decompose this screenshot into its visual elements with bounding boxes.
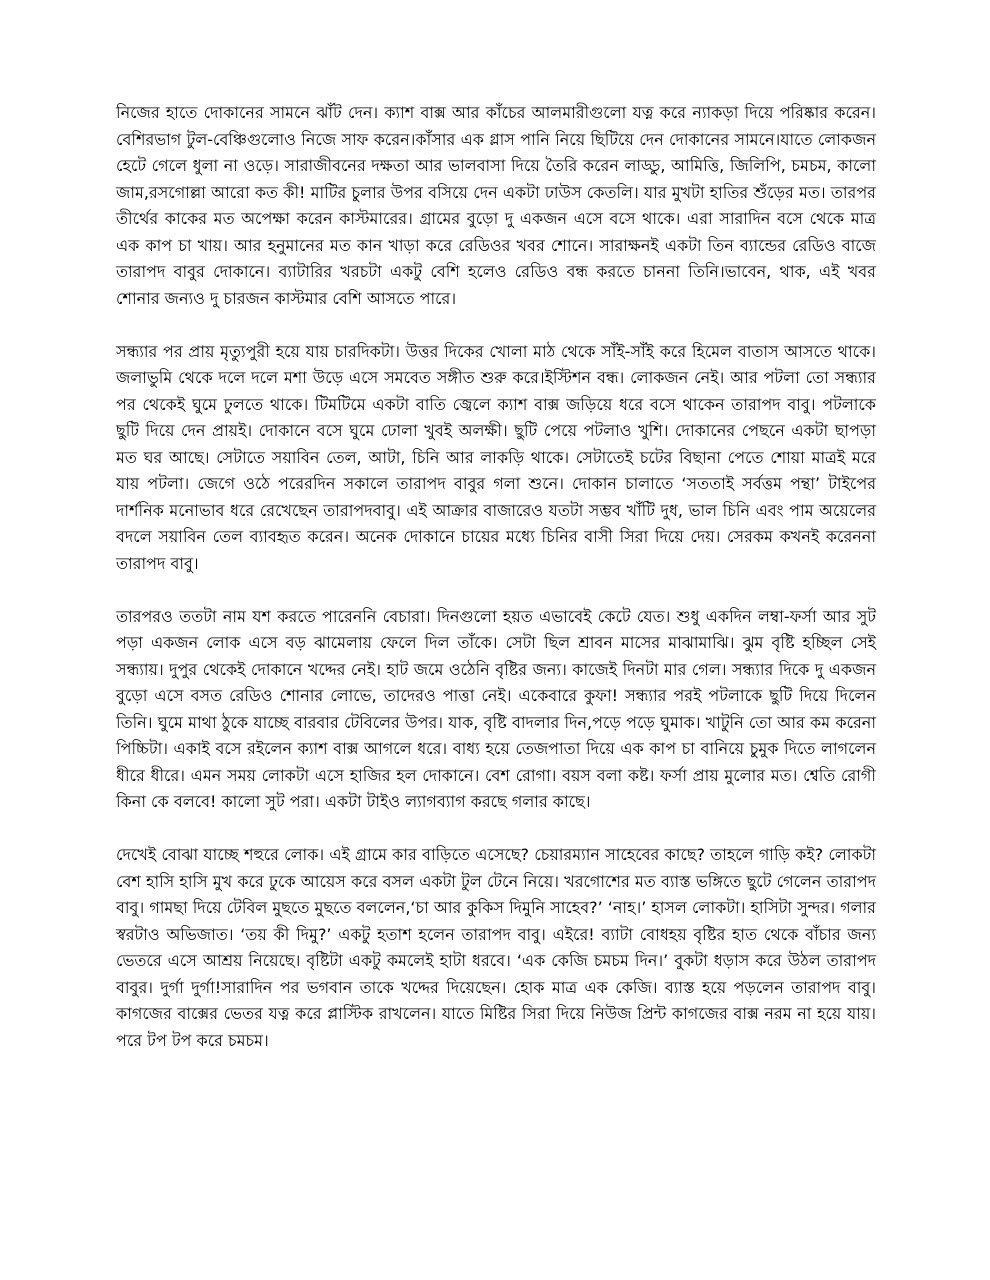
paragraph-2: সন্ধ্যার পর প্রায় মৃত্যুপুরী হয়ে যায় চারদিকটা। উত্তর দিকের খোলা মাঠ থেকে সাঁই-সাঁই করে হিমেল বাতাস আসতে থাকে। জলাভুমি থেকে দলে দলে মশা উড়ে এসে সমবেত সঙ্গীত শুরু করে।ইস্টিশন বন্ধ। লোকজন নেই। আর পটলা তো সন্ধ্যার পর থেকেই ঘুমে ঢুলতে থাকে। টিমটিমে একটা বাতি জ্বেলে ক্যাশ বাক্স জড়িয়ে ধরে বসে থাকেন তারাপদ বাবু। পটলাকে ছুটি দিয়ে দেন প্রায়ই। দোকানে বসে ঘুমে ঢোলা খুবই অলক্ষী। ছুটি পেয়ে পটলাও খুশি। দোকানের পেছনে একটা ছাপড়া মত ঘর আছে। সেটাতে সয়াবিন তেল, আটা, চিনি আর লাকড়ি থাকে। সেটাতেই চটের বিছানা পেতে শোয়া মাত্রই মরে যায় পটলা। জেগে ওঠে পরেরদিন সকালে তারাপদ বাবুর গলা শুনে। দোকান চালাতে ‘সততাই সর্বত্তম পন্থা’ টাইপের দার্শনিক মনোভাব ধরে রেখেছেন তারাপদবাবু। এই আক্রার বাজারেও যতটা সম্ভব খাঁটি দুধ, ভাল চিনি এবং পাম অয়েলের বদলে সয়াবিন তেল ব্যাবহৃত করেন। অনেক দোকানে চায়ের মধ্যে চিনির বাসী সিরা দিয়ে দেয়। সেরকম কখনই করেননা তারাপদ বাবু।	[116, 341, 876, 573]
paragraph-1: নিজের হাতে দোকানের সামনে ঝাঁট দেন। ক্যাশ বাক্স আর কাঁচের আলমারীগুলো যত্ন করে ন্যাকড়া দিয়ে পরিষ্কার করেন। বেশিরভাগ টুল-বেঞ্চিগুলোও নিজে সাফ করেন।কাঁসার এক গ্লাস পানি নিয়ে ছিটিয়ে দেন দোকানের সামনে।যাতে লোকজন হেটে গেলে ধুলা না ওড়ে। সারাজীবনের দক্ষতা আর ভালবাসা দিয়ে তৈরি করেন লাড্ডু, আমিত্তি, জিলিপি, চমচম, কালো জাম,রসগোল্লা আরো কত কী! মাটির চুলার উপর বসিয়ে দেন একটা ঢাউস কেতলি। যার মুখটা হাতির শুঁড়ের মত। তারপর তীর্থের কাকের মত অপেক্ষা করেন কাস্টমারের। গ্রামের বুড়ো দু একজন এসে বসে থাকে। এরা সারাদিন বসে থেকে মাত্র এক কাপ চা খায়। আর হনুমানের মত কান খাড়া করে রেডিওর খবর শোনে। সারাক্ষনই একটা তিন ব্যান্ডের রেডিও বাজে তারাপদ বাবুর দোকানে। ব্যাটারির খরচটা একটু বেশি হলেও রেডিও বন্ধ করতে চাননা তিনি।ভাবেন, থাক, এই খবর শোনার জন্যও দু চারজন কাস্টমার বেশি আসতে পারে।	[116, 103, 876, 308]
paragraph-3: তারপরও ততটা নাম যশ করতে পারেননি বেচারা। দিনগুলো হয়ত এভাবেই কেটে যেত। শুধু একদিন লম্বা-ফর্সা আর সুট পড়া একজন লোক এসে বড় ঝামেলায় ফেলে দিল তাঁকে। সেটা ছিল শ্রাবন মাসের মাঝামাঝি। ঝুম বৃষ্টি হচ্ছিল সেই সন্ধ্যায়। দুপুর থেকেই দোকানে খদ্দের নেই। হাট জমে ওঠেনি বৃষ্টির জন্য। কাজেই দিনটা মার গেল। সন্ধ্যার দিকে দু একজন বুড়ো এসে বসত রেডিও শোনার লোভে, তাদেরও পাত্তা নেই। একেবারে কুফা! সন্ধ্যার পরই পটলাকে ছুটি দিয়ে দিলেন তিনি। ঘুমে মাথা ঠুকে যাচ্ছে বারবার টেবিলের উপর। যাক, বৃষ্টি বাদলার দিন,পড়ে পড়ে ঘুমাক। খাটুনি তো আর কম করেনা পিচ্চিটা। একাই বসে রইলেন ক্যাশ বাক্স আগলে ধরে। বাধ্য হয়ে তেজপাতা দিয়ে এক কাপ চা বানিয়ে চুমুক দিতে লাগলেন ধীরে ধীরে। এমন সময় লোকটা এসে হাজির হল দোকানে। বেশ রোগা। বয়স বলা কষ্ট। ফর্সা প্রায় মুলোর মত। শ্বেতি রোগী কিনা কে বলবে! কালো সুট পরা। একটা টাইও ল্যাগব্যাগ করছে গলার কাছে।	[116, 606, 876, 811]
paragraph-4: দেখেই বোঝা যাচ্ছে শহুরে লোক। এই গ্রামে কার বাড়িতে এসেছে? চেয়ারম্যান সাহেবের কাছে? তাহলে গাড়ি কই? লোকটা বেশ হাসি হাসি মুখ করে ঢুকে আয়েস করে বসল একটা টুল টেনে নিয়ে। খরগোশের মত ব্যাস্ত ভঙ্গিতে ছুটে গেলেন তারাপদ বাবু। গামছা দিয়ে টেবিল মুছতে মুছতে বললেন,‘চা আর কুকিস দিমুনি সাহেব?’ ‘নাহ।’ হাসল লোকটা। হাসিটা সুন্দর। গলার স্বরটাও অভিজাত। ‘তয় কী দিমু?’ একটু হতাশ হলেন তারাপদ বাবু। এইরে! ব্যাটা বোধহয় বৃষ্টির হাত থেকে বাঁচার জন্য ভেতরে এসে আশ্রয় নিয়েছে। বৃষ্টিটা একটু কমলেই হাটা ধরবে। ‘এক কেজি চমচম দিন।’ বুকটা ধড়াস করে উঠল তারাপদ বাবুর। দুর্গা দুর্গা!সারাদিন পর ভগবান তাকে খদ্দের দিয়েছেন। হোক মাত্র এক কেজি। ব্যাস্ত হয়ে পড়লেন তারাপদ বাবু। কাগজের বাক্সের ভেতর যত্ন করে প্লাস্টিক রাখলেন। যাতে মিষ্টির সিরা দিয়ে নিউজ প্রিন্ট কাগজের বাক্স নরম না হয়ে যায়।পরে টপ টপ করে চমচম।	[116, 845, 876, 1050]
document-page	[116, 100, 876, 1081]
